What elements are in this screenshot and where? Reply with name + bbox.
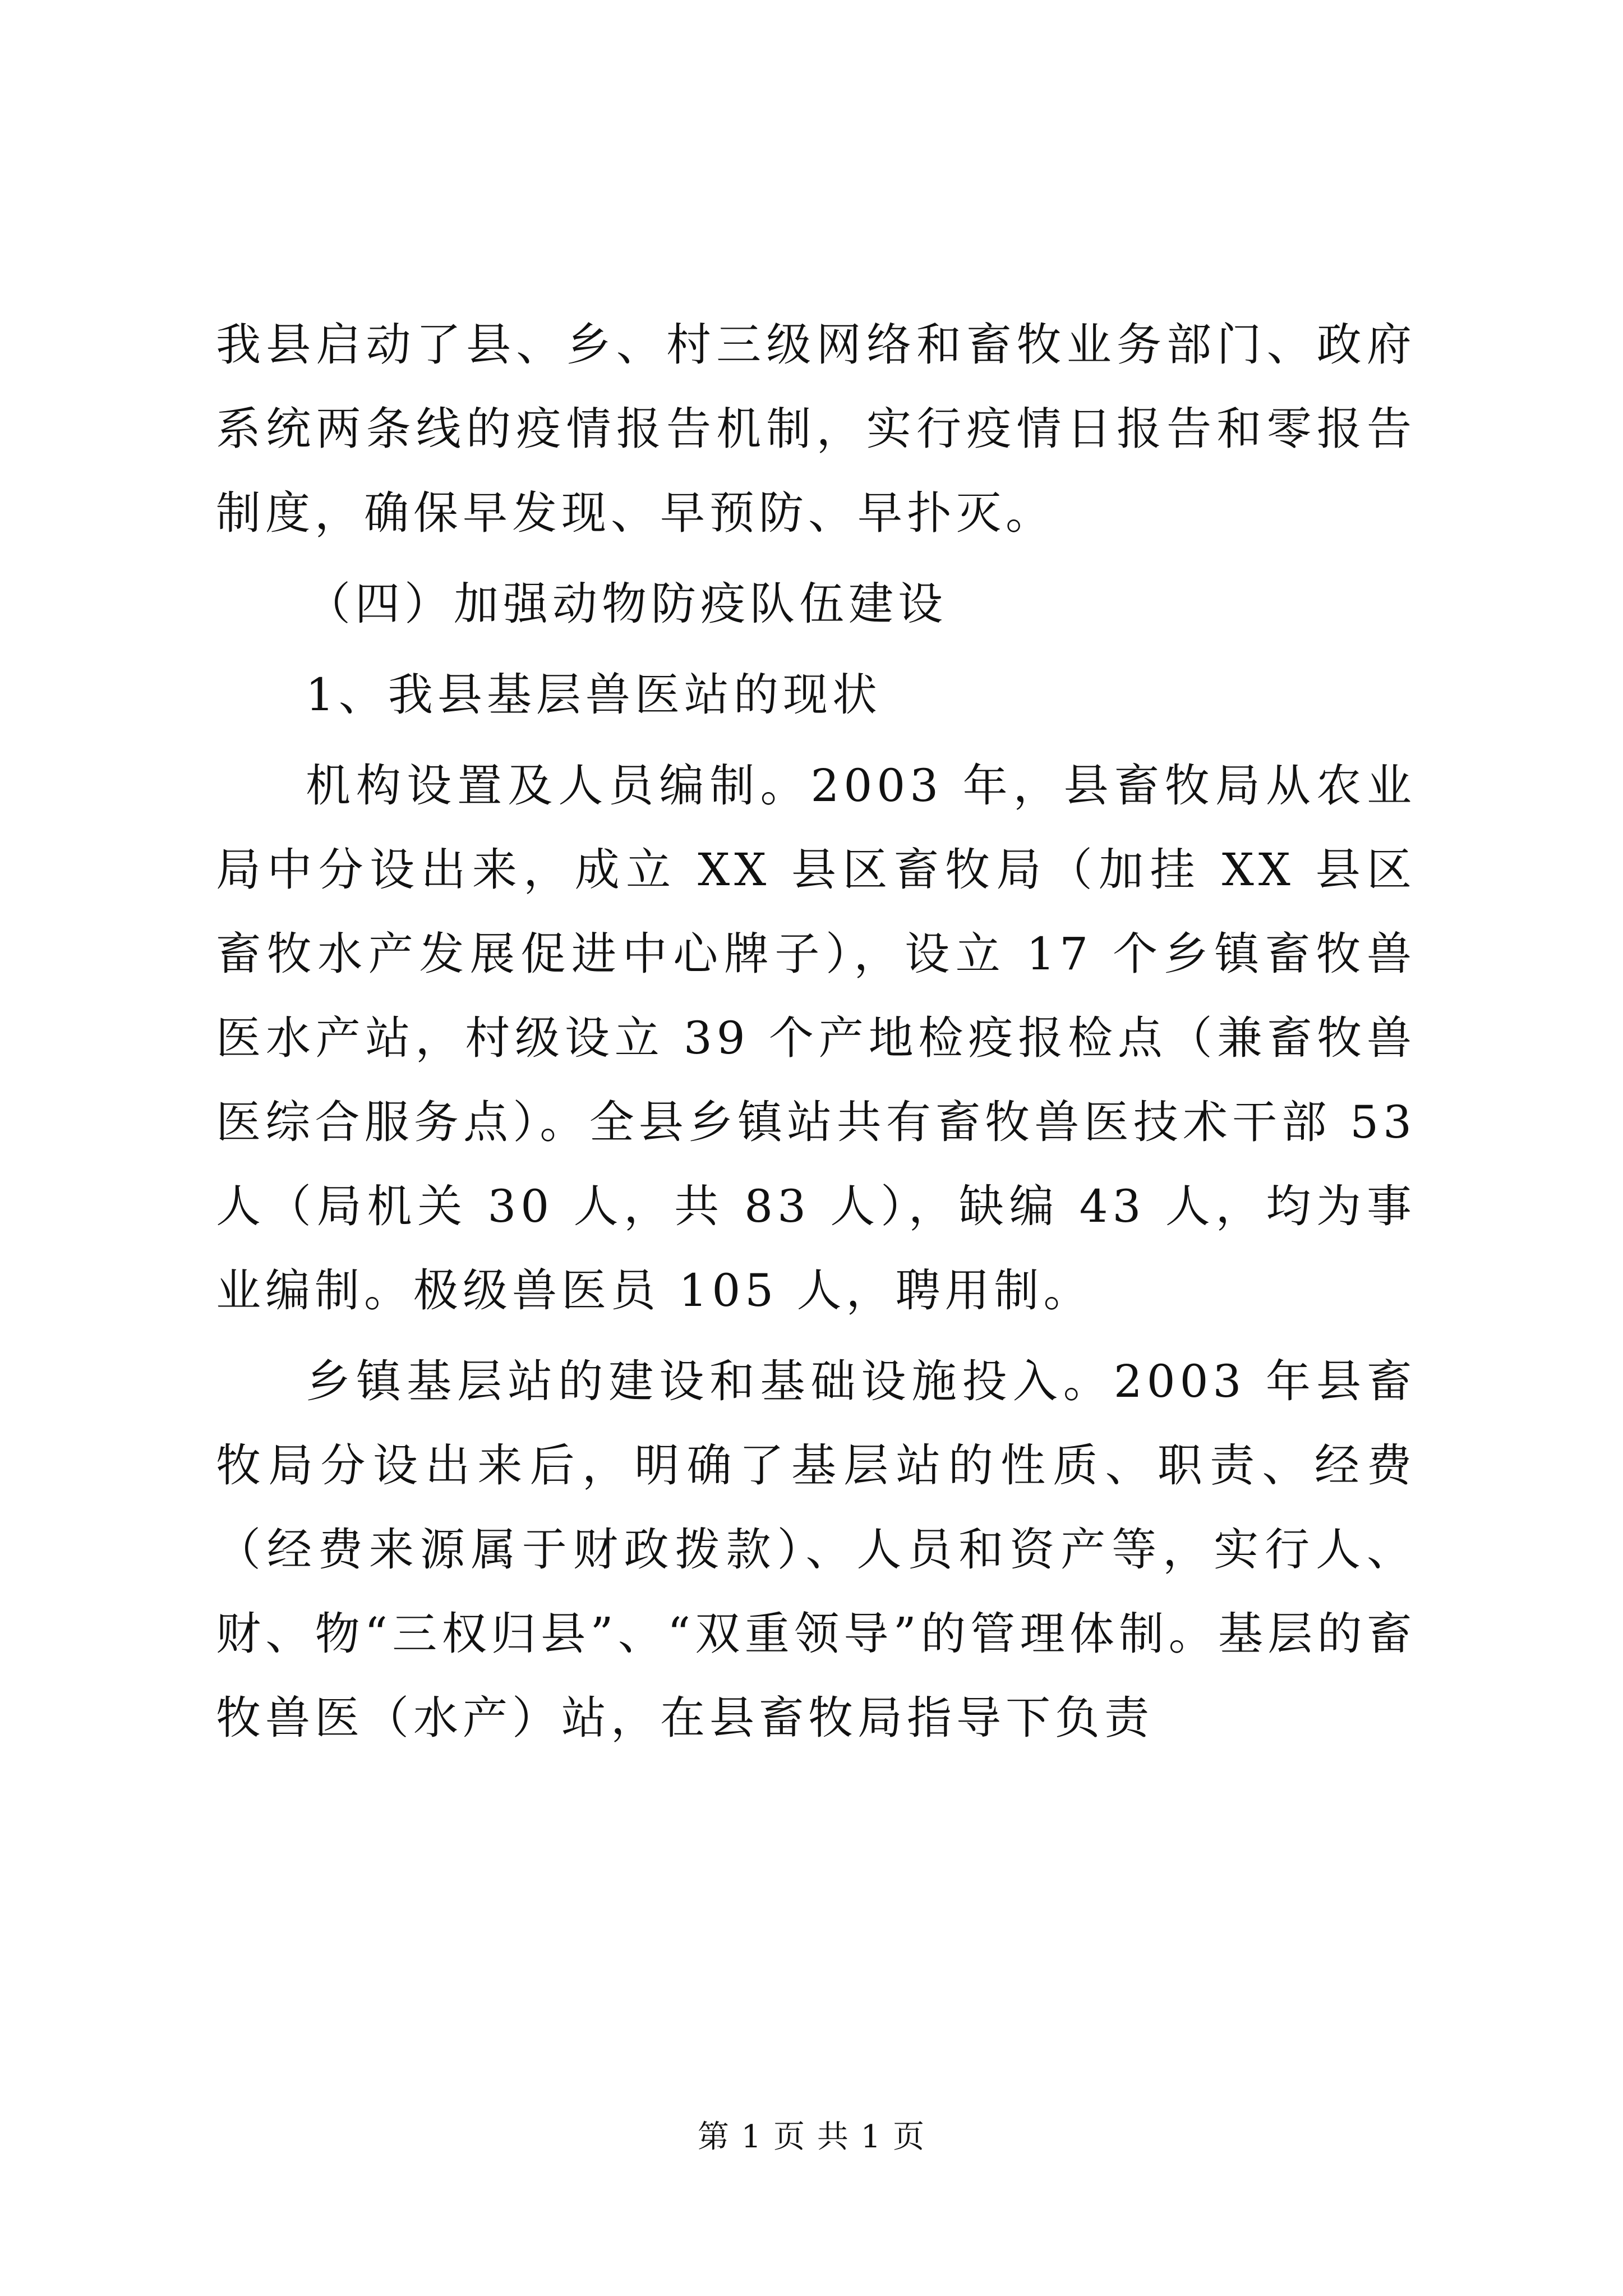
paragraph-organization: 机构设置及人员编制。2003 年，县畜牧局从农业局中分设出来，成立 XX 县区畜牧局（加挂 XX 县区畜牧水产发展促进中心牌子），设立 17 个乡镇畜牧兽医水产站，村级设立 39 个产地检疫报检点（兼畜牧兽医综合服务点）。全县乡镇站共有畜牧兽医技术干部 53 人（局机关 30 人，共 83 人），缺编 43 人，均为事业编制。极级兽医员 105 人，聘用制。 <box>216 760 1416 1317</box>
section-heading-four: （四）加强动物防疫队伍建设 <box>306 578 947 630</box>
document-body <box>216 303 1416 1767</box>
paragraph-infrastructure: 乡镇基层站的建设和基础设施投入。2003 年县畜牧局分设出来后，明确了基层站的性质、职责、经费（经费来源属于财政拨款）、人员和资产等，实行人、财、物“三权归县”、“双重领导”的管理体制。基层的畜牧兽医（水产）站，在县畜牧局指导下负责 <box>216 1355 1416 1744</box>
page-footer: 第 1 页 共 1 页 <box>697 2119 926 2155</box>
paragraph-intro: 我县启动了县、乡、村三级网络和畜牧业务部门、政府系统两条线的疫情报告机制，实行疫情日报告和零报告制度，确保早发现、早预防、早扑灭。 <box>216 319 1416 539</box>
subsection-heading-one: 1、我县基层兽医站的现状 <box>306 669 882 721</box>
